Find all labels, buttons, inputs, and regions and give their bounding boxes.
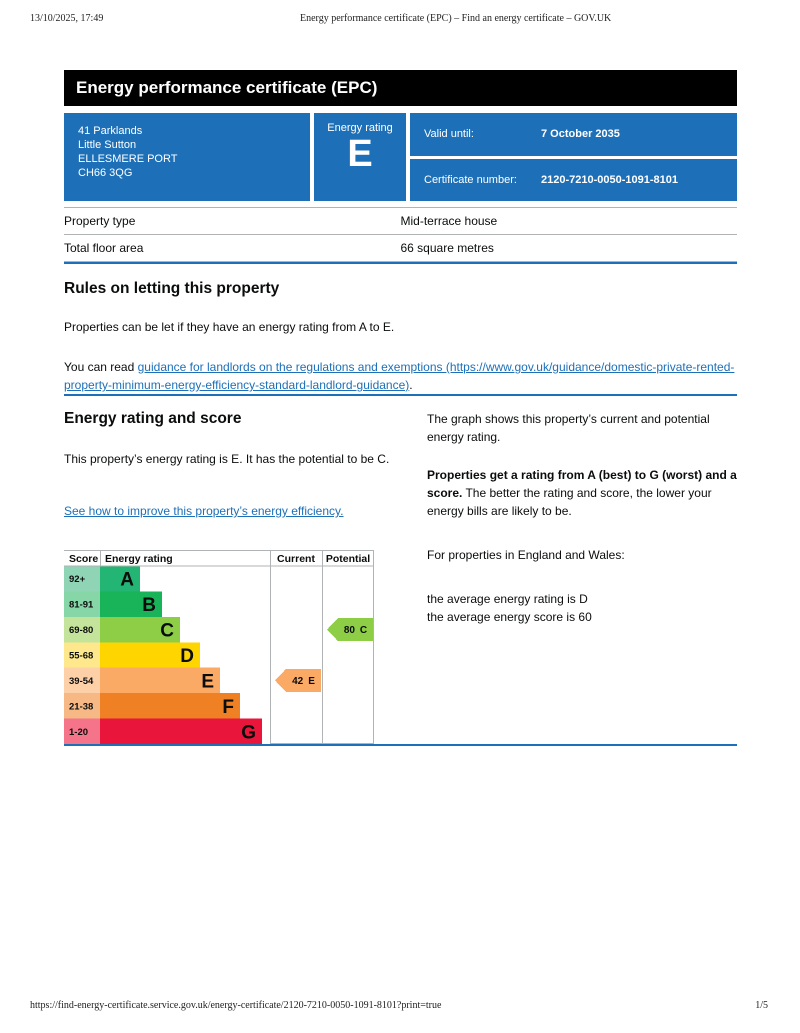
certificate-meta xyxy=(410,113,737,201)
score-range-D: 55-68 xyxy=(69,650,94,662)
floor-area-value: 66 square metres xyxy=(401,235,738,262)
rating-summary-paragraph: This property’s energy rating is E. It has the potential to be C. xyxy=(64,452,390,466)
energy-rating-section xyxy=(64,410,737,744)
certificate-banner xyxy=(64,70,737,106)
potential-pointer-label: 80 C xyxy=(343,625,368,637)
score-range-C: 69-80 xyxy=(69,625,94,637)
col-potential: Potential xyxy=(325,553,371,565)
score-range-B: 81-91 xyxy=(69,599,94,611)
letting-paragraph: Properties can be let if they have an energy rating from A to E. xyxy=(64,320,395,334)
property-type-value: Mid-terrace house xyxy=(401,208,738,235)
col-energy-rating: Energy rating xyxy=(105,553,173,565)
valid-until-row xyxy=(410,113,737,156)
property-facts-table xyxy=(64,207,737,262)
band-letter-D: D xyxy=(180,646,194,667)
score-range-E: 39-54 xyxy=(69,675,94,687)
energy-rating-box xyxy=(314,113,406,201)
energy-rating-value: E xyxy=(347,133,373,175)
current-pointer-label: 42 E xyxy=(292,675,315,687)
print-datetime: 13/10/2025, 17:49 xyxy=(30,13,104,24)
letting-guidance-paragraph xyxy=(64,358,737,394)
band-letter-A: A xyxy=(120,569,134,591)
rating-left-column xyxy=(64,410,427,744)
rating-scale-paragraph xyxy=(427,466,737,520)
section-divider xyxy=(64,262,737,264)
col-current: Current xyxy=(277,553,315,565)
band-F xyxy=(100,693,240,718)
certificate-number-label: Certificate number: xyxy=(424,173,517,186)
score-range-A: 92+ xyxy=(69,574,86,586)
score-range-F: 21-38 xyxy=(69,701,94,713)
epc-rating-graph-svg xyxy=(64,550,374,744)
print-page-number: 1/5 xyxy=(755,1000,768,1011)
table-row xyxy=(64,208,737,235)
improve-link-paragraph xyxy=(64,502,394,520)
band-letter-B: B xyxy=(142,595,156,617)
landlord-guidance-link[interactable]: guidance for landlords on the regulations and exemptions (https://www.gov.uk/guidance/domestic-private-rented-property-minimum-energy-efficiency-standard-landlord-guidance) xyxy=(64,360,735,392)
band-G xyxy=(100,719,262,744)
certificate-title: Energy performance certificate (EPC) xyxy=(76,78,378,97)
print-page-title: Energy performance certificate (EPC) – Find an energy certificate – GOV.UK xyxy=(300,13,612,24)
rating-heading: Energy rating and score xyxy=(64,410,242,427)
address-line-1: 41 Parklands xyxy=(78,125,143,137)
band-letter-G: G xyxy=(241,722,256,744)
print-url: https://find-energy-certificate.service.gov.uk/energy-certificate/2120-7210-0050-1091-8101?print=true xyxy=(30,1000,442,1011)
certificate-number-value: 2120-7210-0050-1091-8101 xyxy=(541,173,679,186)
rating-scale-rest: The better the rating and score, the lower your energy bills are likely to be. xyxy=(427,486,712,518)
address-line-4: CH66 3QG xyxy=(78,167,133,179)
guidance-text-prefix: You can read xyxy=(64,360,138,374)
average-score-line: the average energy score is 60 xyxy=(427,610,592,624)
property-address xyxy=(64,113,310,201)
band-letter-E: E xyxy=(201,671,214,693)
table-row xyxy=(64,235,737,262)
score-range-G: 1-20 xyxy=(69,726,89,738)
valid-until-label: Valid until: xyxy=(424,128,474,141)
section-divider xyxy=(64,744,737,746)
letting-heading: Rules on letting this property xyxy=(64,280,280,297)
property-type-key: Property type xyxy=(64,208,401,235)
england-wales-paragraph: For properties in England and Wales: xyxy=(427,548,625,562)
energy-rating-label: Energy rating xyxy=(327,122,393,134)
rating-right-column xyxy=(427,410,737,744)
address-line-3: ELLESMERE PORT xyxy=(78,153,178,165)
section-divider xyxy=(64,394,737,396)
band-letter-C: C xyxy=(160,620,174,642)
improve-efficiency-link[interactable]: See how to improve this property’s energy efficiency. xyxy=(64,504,344,518)
average-rating-line: the average energy rating is D xyxy=(427,592,588,606)
epc-rating-graph xyxy=(64,550,394,744)
address-line-2: Little Sutton xyxy=(78,139,137,151)
col-score: Score xyxy=(69,553,99,565)
certificate-summary xyxy=(64,113,737,201)
graph-explainer-paragraph: The graph shows this property’s current and potential energy rating. xyxy=(427,412,710,444)
valid-until-value: 7 October 2035 xyxy=(541,128,620,141)
band-letter-F: F xyxy=(222,696,234,718)
rating-scale-bold: Properties get a rating from A (best) to G (worst) and a score. xyxy=(427,468,737,500)
certificate-number-row xyxy=(410,159,737,202)
guidance-text-suffix: . xyxy=(409,378,413,392)
floor-area-key: Total floor area xyxy=(64,235,401,262)
